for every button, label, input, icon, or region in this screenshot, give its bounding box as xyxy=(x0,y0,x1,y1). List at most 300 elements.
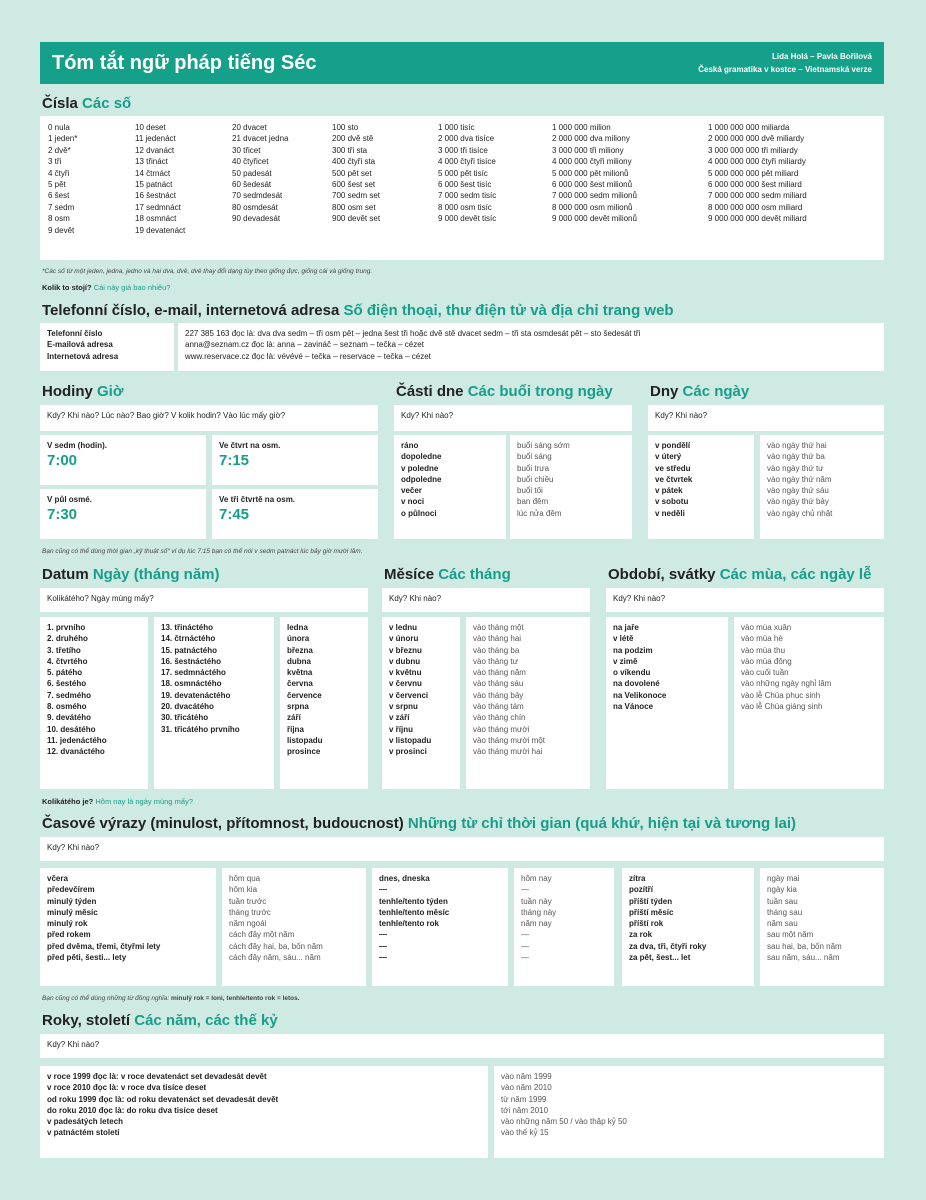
years-question: Kdy? Khi nào? xyxy=(40,1034,884,1058)
seasons-question: Kdy? Khi nào? xyxy=(606,588,884,612)
list-item: v dubnu xyxy=(389,656,421,666)
list-item: v srpnu xyxy=(389,702,418,712)
list-item: cách đây năm, sáu... năm xyxy=(229,953,321,963)
list-item: příští rok xyxy=(629,919,664,929)
list-item: 200 dvě stě xyxy=(332,134,374,144)
list-item: 16 šestnáct xyxy=(135,191,176,201)
list-item: — xyxy=(521,930,529,940)
list-item: v úterý xyxy=(655,452,682,462)
past-vn xyxy=(222,868,366,986)
list-item: — xyxy=(521,953,529,963)
q-cs: Kolikátého je? xyxy=(42,797,94,806)
heading-vn: Các số xyxy=(82,95,132,112)
date-question: Kolikátého? Ngày mùng mấy? xyxy=(40,588,368,612)
list-item: 2 000 000 dva miliony xyxy=(552,134,630,144)
list-item: lúc nửa đêm xyxy=(517,508,562,518)
list-item: do roku 2010 đọc là: do roku dva tisíce deset xyxy=(47,1105,218,1115)
list-item: năm ngoái xyxy=(229,919,267,929)
list-item: vào ngày thứ bảy xyxy=(767,497,829,507)
days-vn xyxy=(760,435,884,539)
heading-vn: Các ngày xyxy=(682,383,750,400)
dayparts-heading xyxy=(396,383,613,400)
heading-vn: Những từ chỉ thời gian (quá khứ, hiện tại và tương lai) xyxy=(407,815,797,832)
list-item: minulý týden xyxy=(47,896,97,906)
list-item: vào lễ Chúa giáng sinh xyxy=(741,702,823,712)
years-cs xyxy=(40,1066,488,1158)
list-item: E-mailová adresa xyxy=(47,340,113,350)
list-item: o půlnoci xyxy=(401,508,437,518)
numbers-col xyxy=(438,122,496,225)
numbers-heading xyxy=(42,95,131,112)
list-item: Internetová adresa xyxy=(47,351,119,361)
list-item: 12. dvanáctého xyxy=(47,747,105,757)
date-heading xyxy=(42,566,220,583)
list-item: ve středu xyxy=(655,463,691,473)
list-item: na jaře xyxy=(613,623,639,632)
list-item: buổi sáng xyxy=(517,452,552,462)
list-item: v létě xyxy=(613,634,634,644)
list-item: 15. patnáctého xyxy=(161,645,218,655)
list-item: 9 000 000 devět milionů xyxy=(552,214,637,224)
past-cs xyxy=(40,868,216,986)
time-value: 7:30 xyxy=(47,506,78,524)
heading-vn: Ngày (tháng năm) xyxy=(92,566,220,583)
list-item: února xyxy=(287,634,310,644)
list-item: v listopadu xyxy=(389,735,432,745)
list-item: 400 čtyři sta xyxy=(332,157,376,167)
list-item: včera xyxy=(47,874,68,883)
list-item: 10 deset xyxy=(135,123,166,132)
list-item: června xyxy=(287,679,313,689)
list-item: vào tháng sáu xyxy=(473,679,524,689)
list-item: vào thế kỷ 15 xyxy=(501,1128,549,1138)
list-item: 1 jeden* xyxy=(48,134,78,144)
list-item: 11. jedenáctého xyxy=(47,735,107,745)
future-vn xyxy=(760,868,884,986)
list-item: — xyxy=(379,941,387,951)
list-item: v pátek xyxy=(655,486,683,496)
list-item: 1 000 tisíc xyxy=(438,123,475,132)
list-item: vào tháng chín xyxy=(473,713,526,723)
list-item: tháng này xyxy=(521,907,557,917)
years-heading xyxy=(42,1012,278,1029)
list-item: 5 000 pět tisíc xyxy=(438,168,488,178)
list-item: vào tháng mười một xyxy=(473,735,545,745)
list-item: sau một năm xyxy=(767,930,814,940)
list-item: října xyxy=(287,724,304,734)
list-item: odpoledne xyxy=(401,474,442,484)
seasons-heading xyxy=(608,566,871,583)
list-item: tháng sau xyxy=(767,907,803,917)
list-item: před pěti, šesti... lety xyxy=(47,953,127,963)
time-card xyxy=(40,435,206,485)
list-item: buổi tối xyxy=(517,486,543,496)
numbers-col xyxy=(48,122,77,236)
header-book: Česká gramatika v kostce – Vietnamská verze xyxy=(698,65,872,74)
list-item: dopoledne xyxy=(401,452,442,462)
list-item: 6 000 šest tisíc xyxy=(438,180,492,190)
numbers-col xyxy=(552,122,637,225)
time-label: Ve tři čtvrtě na osm. xyxy=(219,495,296,504)
heading-vn: Các tháng xyxy=(438,566,511,583)
timeexpr-heading xyxy=(42,815,796,832)
note-lead: Bạn cũng có thể dùng những từ đồng nghĩa: xyxy=(42,995,170,1002)
timeexpr-question: Kdy? Khi nào? xyxy=(40,837,884,861)
list-item: 20. dvacátého xyxy=(161,702,214,712)
numbers-note: *Các số từ một jeden, jedna, jedno và hai dva, dvě, dvě thay đổi dạng tùy theo giống đực, giống cái và giống trung. xyxy=(42,268,373,275)
list-item: từ năm 1999 xyxy=(501,1094,547,1104)
list-item: 8 osm xyxy=(48,214,70,224)
list-item: sau hai, ba, bốn năm xyxy=(767,941,842,951)
list-item: vào tháng ba xyxy=(473,645,520,655)
days-question: Kdy? Khi nào? xyxy=(648,405,884,431)
seasons-cs xyxy=(606,617,728,789)
list-item: 12 dvanáct xyxy=(135,145,175,155)
list-item: vào tháng mười xyxy=(473,724,530,734)
list-item: vào ngày thứ tư xyxy=(767,463,824,473)
list-item: 15 patnáct xyxy=(135,180,173,190)
years-vn xyxy=(494,1066,884,1158)
list-item: — xyxy=(521,941,529,951)
time-value: 7:15 xyxy=(219,452,250,470)
list-item: — xyxy=(379,885,387,895)
time-label: Ve čtvrt na osm. xyxy=(219,441,281,450)
future-cs xyxy=(622,868,754,986)
list-item: 3 000 000 tři miliony xyxy=(552,145,624,155)
list-item: buổi chiều xyxy=(517,474,554,484)
list-item: prosince xyxy=(287,747,321,757)
list-item: 70 sedmdesát xyxy=(232,191,283,201)
numbers-question xyxy=(42,283,170,292)
dayparts-vn xyxy=(510,435,632,539)
list-item: na Velikonoce xyxy=(613,690,667,700)
list-item: 1 000 000 000 miliarda xyxy=(708,123,790,132)
list-item: před rokem xyxy=(47,930,91,940)
q-cs: Kolik to stojí? xyxy=(42,283,92,292)
list-item: tenhle/tento rok xyxy=(379,919,440,929)
list-item: vào ngày thứ hai xyxy=(767,441,827,450)
list-item: za pět, šest... let xyxy=(629,953,691,963)
list-item: 8 000 000 000 osm miliard xyxy=(708,202,803,212)
list-item: ve čtvrtek xyxy=(655,474,693,484)
list-item: v pondělí xyxy=(655,441,691,450)
list-item: v červnu xyxy=(389,679,422,689)
list-item: 6. šestého xyxy=(47,679,87,689)
list-item: — xyxy=(521,885,529,895)
list-item: 2. druhého xyxy=(47,634,88,644)
list-item: 300 tři sta xyxy=(332,145,368,155)
heading-vn: Giờ xyxy=(97,383,124,400)
list-item: od roku 1999 đọc là: od roku devatenáct set devadesát devět xyxy=(47,1094,279,1104)
list-item: tháng trước xyxy=(229,907,271,917)
list-item: vào ngày chủ nhật xyxy=(767,508,833,518)
list-item: năm nay xyxy=(521,919,552,929)
list-item: Telefonní číslo xyxy=(47,329,103,338)
list-item: minulý měsíc xyxy=(47,907,98,917)
heading-cs: Hodiny xyxy=(42,383,93,400)
list-item: 7 sedm xyxy=(48,202,75,212)
page-header xyxy=(40,42,884,84)
numbers-table xyxy=(40,116,884,260)
present-vn xyxy=(514,868,614,986)
list-item: buổi trưa xyxy=(517,463,550,473)
list-item: sau năm, sáu... năm xyxy=(767,953,840,963)
list-item: příští týden xyxy=(629,896,673,906)
list-item: v patnáctém století xyxy=(47,1128,120,1138)
list-item: 4 000 čtyři tisíce xyxy=(438,157,496,167)
present-cs xyxy=(372,868,508,986)
q-vn: Cái này giá bao nhiêu? xyxy=(93,283,171,292)
list-item: vào tháng mười hai xyxy=(473,747,543,757)
time-card xyxy=(212,435,378,485)
time-card xyxy=(212,489,378,539)
heading-cs: Datum xyxy=(42,566,89,583)
list-item: 7 000 sedm tisíc xyxy=(438,191,497,201)
list-item: hôm kia xyxy=(229,885,258,895)
list-item: 2 dvě* xyxy=(48,145,71,155)
list-item: — xyxy=(379,930,387,940)
list-item: 0 nula xyxy=(48,123,70,132)
header-authors: Lida Holá – Pavla Bořilová xyxy=(771,52,872,61)
list-item: 7 000 000 000 sedm miliard xyxy=(708,191,807,201)
list-item: 19. devatenáctého xyxy=(161,690,231,700)
list-item: ngày mai xyxy=(767,874,800,883)
list-item: vào tháng năm xyxy=(473,668,526,678)
list-item: dnes, dneska xyxy=(379,874,430,883)
header-credits xyxy=(698,50,872,76)
list-item: v poledne xyxy=(401,463,439,473)
list-item: 30 třicet xyxy=(232,145,261,155)
list-item: tuần này xyxy=(521,896,552,906)
list-item: vào ngày thứ ba xyxy=(767,452,825,462)
numbers-col xyxy=(708,122,807,225)
heading-vn: Các buổi trong ngày xyxy=(467,383,613,400)
time-value: 7:00 xyxy=(47,452,78,470)
list-item: v červenci xyxy=(389,690,429,700)
list-item: 1. prvního xyxy=(47,623,86,632)
list-item: za dva, tři, čtyři roky xyxy=(629,941,707,951)
list-item: 13. třináctého xyxy=(161,623,214,632)
list-item: vào cuối tuần xyxy=(741,668,789,678)
list-item: zítra xyxy=(629,874,646,883)
list-item: vào mùa thu xyxy=(741,645,786,655)
list-item: večer xyxy=(401,486,422,496)
list-item: 6 šest xyxy=(48,191,70,201)
list-item: v září xyxy=(389,713,410,723)
list-item: v padesátých letech xyxy=(47,1117,124,1127)
heading-vn: Các năm, các thế kỷ xyxy=(134,1012,278,1029)
list-item: 227 385 163 đọc là: dva dva sedm – tři osm pět – jedna šest tři hoặc dvě stě dvacet sedm – tři sta osmdesát pět – sto šedesát tři xyxy=(185,329,641,338)
list-item: 90 devadesát xyxy=(232,214,281,224)
list-item: na podzim xyxy=(613,645,653,655)
list-item: tuần trước xyxy=(229,896,267,906)
list-item: ledna xyxy=(287,623,308,632)
list-item: v březnu xyxy=(389,645,422,655)
list-item: 31. třicátého prvního xyxy=(161,724,240,734)
list-item: 4 000 000 čtyři miliony xyxy=(552,157,632,167)
phone-labels xyxy=(40,323,174,371)
list-item: năm sau xyxy=(767,919,798,929)
list-item: tenhle/tento měsíc xyxy=(379,907,450,917)
list-item: 19 devatenáct xyxy=(135,225,186,235)
list-item: 14. čtrnáctého xyxy=(161,634,216,644)
phone-rows xyxy=(178,323,884,371)
page-title: Tóm tắt ngữ pháp tiếng Séc xyxy=(52,51,317,74)
list-item: 4. čtvrtého xyxy=(47,656,88,666)
list-item: 800 osm set xyxy=(332,202,376,212)
list-item: vào ngày thứ năm xyxy=(767,474,832,484)
time-label: V sedm (hodin). xyxy=(47,441,107,450)
list-item: 5 000 000 pět milionů xyxy=(552,168,629,178)
heading-cs: Roky, století xyxy=(42,1012,131,1029)
list-item: 9 devět xyxy=(48,225,75,235)
list-item: tuần sau xyxy=(767,896,798,906)
heading-cs: Telefonní číslo, e-mail, internetová adresa xyxy=(42,302,340,319)
list-item: minulý rok xyxy=(47,919,88,929)
list-item: vào mùa đông xyxy=(741,656,792,666)
list-item: 7 000 000 sedm milionů xyxy=(552,191,637,201)
list-item: 60 šedesát xyxy=(232,180,272,190)
list-item: 9 000 000 000 devět miliard xyxy=(708,214,807,224)
list-item: na dovolené xyxy=(613,679,660,689)
list-item: 1 000 000 milion xyxy=(552,123,611,132)
list-item: vào tháng tám xyxy=(473,702,524,712)
list-item: 17 sedmnáct xyxy=(135,202,181,212)
seasons-vn xyxy=(734,617,884,789)
list-item: na Vánoce xyxy=(613,702,654,712)
list-item: tenhle/tento týden xyxy=(379,896,448,906)
list-item: vào những ngày nghỉ lâm xyxy=(741,679,832,689)
list-item: 18. osmnáctého xyxy=(161,679,222,689)
list-item: 2 000 000 000 dvě miliardy xyxy=(708,134,805,144)
list-item: v říjnu xyxy=(389,724,414,734)
list-item: 21 dvacet jedna xyxy=(232,134,289,144)
list-item: cách đây một năm xyxy=(229,930,295,940)
date-q xyxy=(42,797,193,806)
list-item: 3. třetího xyxy=(47,645,81,655)
hours-heading xyxy=(42,383,124,400)
list-item: 4 čtyři xyxy=(48,168,70,178)
list-item: ráno xyxy=(401,441,419,450)
list-item: www.reservace.cz đọc là: vévévé – tečka – reservace – tečka – cézet xyxy=(185,351,431,361)
list-item: 7. sedmého xyxy=(47,690,92,700)
list-item: vào tháng bảy xyxy=(473,690,524,700)
list-item: 600 šest set xyxy=(332,180,376,190)
list-item: března xyxy=(287,645,313,655)
list-item: 40 čtyřicet xyxy=(232,157,269,167)
hours-note: Bạn cũng có thể dùng thời gian „kỹ thuật số“ ví dụ lúc 7:15 bạn có thể nói v sedm patnáct lúc bảy giờ mười lăm. xyxy=(42,548,363,555)
heading-vn: Các mùa, các ngày lễ xyxy=(719,566,872,583)
list-item: za rok xyxy=(629,930,653,940)
list-item: srpna xyxy=(287,702,309,712)
days-heading xyxy=(650,383,749,400)
list-item: 5 pět xyxy=(48,180,66,190)
heading-cs: Časové výrazy (minulost, přítomnost, budoucnost) xyxy=(42,815,404,832)
time-label: V půl osmé. xyxy=(47,495,92,504)
list-item: v roce 1999 đọc là: v roce devatenáct set devadesát devět xyxy=(47,1072,267,1081)
numbers-col xyxy=(332,122,380,225)
list-item: 11 jedenáct xyxy=(135,134,176,144)
numbers-col xyxy=(135,122,185,236)
list-item: pozítří xyxy=(629,885,653,895)
list-item: 9 000 devět tisíc xyxy=(438,214,497,224)
list-item: listopadu xyxy=(287,735,323,745)
time-value: 7:45 xyxy=(219,506,250,524)
list-item: 50 padesát xyxy=(232,168,272,178)
phone-heading xyxy=(42,302,674,319)
months-heading xyxy=(384,566,511,583)
hours-question: Kdy? Khi nào? Lúc nào? Bao giờ? V kolik hodin? Vào lúc mấy giờ? xyxy=(40,405,378,431)
list-item: vào mùa hè xyxy=(741,634,783,644)
list-item: příští měsíc xyxy=(629,907,674,917)
timeexpr-note xyxy=(42,995,300,1002)
list-item: 500 pět set xyxy=(332,168,372,178)
list-item: v lednu xyxy=(389,623,418,632)
list-item: 3 000 tři tisíce xyxy=(438,145,488,155)
list-item: vào lễ Chúa phục sinh xyxy=(741,690,821,700)
days-cs xyxy=(648,435,754,539)
list-item: vào năm 1999 xyxy=(501,1072,552,1081)
list-item: anna@seznam.cz đọc là: anna – zavináč – seznam – tečka – cézet xyxy=(185,340,424,350)
list-item: v únoru xyxy=(389,634,419,644)
list-item: 3 000 000 000 tři miliardy xyxy=(708,145,798,155)
months-cs xyxy=(382,617,460,789)
list-item: vào những năm 50 / vào thập kỷ 50 xyxy=(501,1117,627,1127)
list-item: v noci xyxy=(401,497,425,507)
months-question: Kdy? Khi nào? xyxy=(382,588,590,612)
list-item: 9. devátého xyxy=(47,713,92,723)
list-item: 80 osmdesát xyxy=(232,202,278,212)
list-item: 700 sedm set xyxy=(332,191,381,201)
list-item: 6 000 000 šest milionů xyxy=(552,180,633,190)
list-item: — xyxy=(379,953,387,963)
list-item: v květnu xyxy=(389,668,422,678)
list-item: 4 000 000 000 čtyři miliardy xyxy=(708,157,806,167)
list-item: tới năm 2010 xyxy=(501,1105,549,1115)
list-item: května xyxy=(287,668,313,678)
list-item: buổi sáng sớm xyxy=(517,441,570,450)
list-item: před dvěma, třemi, čtyřmi lety xyxy=(47,941,161,951)
list-item: září xyxy=(287,713,301,723)
list-item: vào tháng một xyxy=(473,623,524,632)
dayparts-question: Kdy? Khi nào? xyxy=(394,405,632,431)
list-item: 8. osmého xyxy=(47,702,87,712)
list-item: 6 000 000 000 šest miliard xyxy=(708,180,802,190)
list-item: 10. desátého xyxy=(47,724,96,734)
date-col xyxy=(154,617,274,789)
heading-cs: Období, svátky xyxy=(608,566,716,583)
time-card xyxy=(40,489,206,539)
list-item: v sobotu xyxy=(655,497,689,507)
list-item: 100 sto xyxy=(332,123,359,132)
list-item: vào năm 2010 xyxy=(501,1083,552,1093)
list-item: v prosinci xyxy=(389,747,427,757)
list-item: 16. šestnáctého xyxy=(161,656,222,666)
q-vn: Hôm nay là ngày mùng mấy? xyxy=(95,797,193,806)
heading-vn: Số điện thoại, thư điện tử và địa chỉ trang web xyxy=(343,302,674,319)
numbers-col xyxy=(232,122,289,225)
date-col xyxy=(40,617,148,789)
months-vn xyxy=(466,617,590,789)
list-item: 5 000 000 000 pět miliard xyxy=(708,168,799,178)
date-col xyxy=(280,617,368,789)
list-item: ngày kia xyxy=(767,885,797,895)
list-item: 14 čtrnáct xyxy=(135,168,171,178)
heading-cs: Měsíce xyxy=(384,566,435,583)
dayparts-cs xyxy=(394,435,506,539)
list-item: 8 000 000 osm milionů xyxy=(552,202,633,212)
list-item: předevčírem xyxy=(47,885,95,895)
